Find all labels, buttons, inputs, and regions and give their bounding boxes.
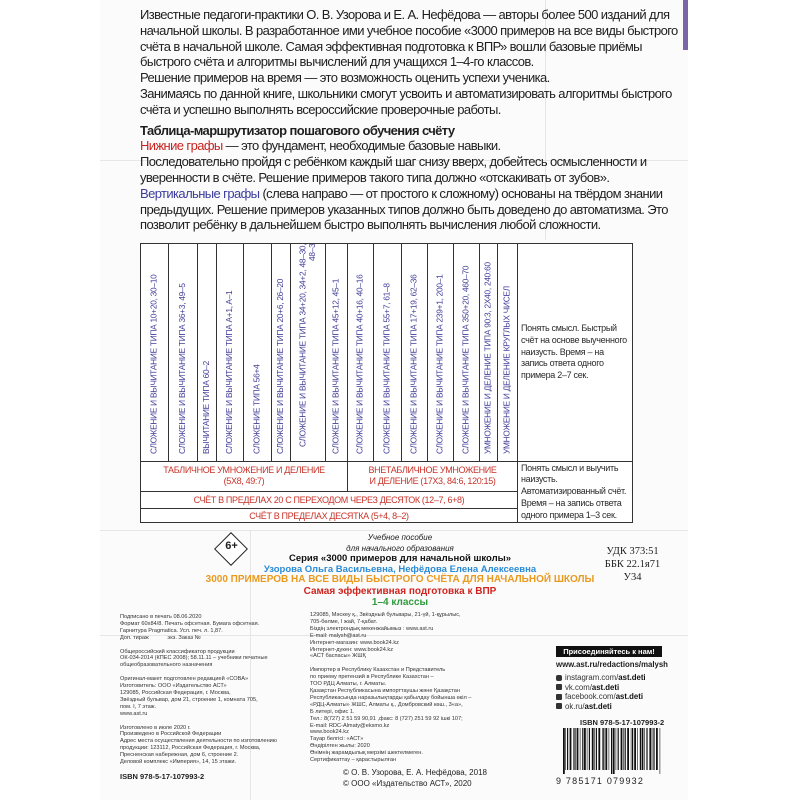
imprint-details-left: Подписано в печать 08.06.2020 Формат 60x84/8. Печать офсетная. Бумага офсетная. Гарнитура Pragmatica. Усл. печ. л. 1,87. Доп. тираж экз. Заказ № Общероссийский классификатор продукции ОК-034-2014 (КПЕС 2008); 58.11.11 – учебники печатные общеобразовательного назначения Оригинал-макет подготовлен редакцией «СОВА» Изготовитель: ООО «Издательство АСТ» 129085, Российская Федерация, г. Москва, Звёздный бульвар, дом 21, строение 1, комната 705, пом. I, 7 этаж. www.ast.ru Изготовлено в июле 2020 г. Произведено в Российской Федерации Адрес места осуществления деятельности по изготовлению продукции: 123112, Российская Федерация, г. Москва, Пресненская набережная, дом 6, строение 2. Деловой комплекс «Империя», 14, 15 этажи. [120, 614, 277, 766]
social-link-vk[interactable] [556, 683, 646, 693]
barcode-bar [592, 728, 594, 770]
lower-rows-text: — это фундамент, необходимые базовые навыки. [222, 138, 501, 154]
bbk-code: ББК 22.1я71 [604, 559, 661, 570]
barcode-bar [634, 728, 636, 770]
intro-paragraph: Решение примеров на время — это возможность оценить успехи ученика. [140, 70, 550, 86]
cell-extra-multiplication [348, 462, 517, 494]
row-count-20: СЧЁТ В ПРЕДЕЛАХ 20 С ПЕРЕХОДОМ ЧЕРЕЗ ДЕСЯТОК (12–7, 6+8) [141, 491, 518, 508]
table-column [291, 244, 326, 461]
barcode-bar [567, 728, 568, 770]
imprint-details-kz: 129085, Мәскеу қ., Звёздный бульвары, 21-үй, 1-құрылыс, 705-бөлме, I жай, 7-қабат. Біздің электрондық мекенжайымыз : www.ast.ru E-mail: malysh@ast.ru Интернет-магазин: www.book24.kz Интернет-дүкен: www.book24.kz «АСТ баспасы» ЖШҚ Импортер в Республику Казахстан и Представитель по приему претензий в Республике Казахстан – ТОО РДЦ Алматы, г. Алматы. Қазақстан Республикасына импорттаушы және Қазақстан Республикасында наразылықтарды қабылдау бойынша өкіл – «РДЦ-Алматы» ЖШС, Алматы қ., Домбровский көш., 3«а», Б литері, офис 1. Тел.: 8(727) 2 51 59 90,91 ,факс: 8 (727) 251 59 92 ішкі 107; E-mail: RDC-Almaty@eksmo.kz www.book24.kz Тауар белгісі: «АСТ» Өндірілген жылы: 2020 Өнімнің жарамдылық мерзімі шектелмеген. Сертификаттау – қарастырылған [310, 612, 472, 764]
instagram-icon [556, 675, 562, 681]
table-column [428, 244, 454, 461]
description-bottom [518, 461, 632, 522]
cell-text: ВНЕТАБЛИЧНОЕ УМНОЖЕНИЕ [368, 465, 497, 475]
classification-codes [595, 545, 670, 584]
udk-code: УДК 373:51 [606, 546, 659, 557]
table-column [141, 244, 169, 461]
social-link-facebook[interactable] [556, 692, 646, 702]
table-column [272, 244, 291, 461]
series-name: Серия «3000 примеров для начальной школы» [288, 553, 512, 564]
barcode-bar [646, 728, 647, 770]
barcode-bar [580, 728, 581, 770]
barcode-bar [640, 728, 641, 770]
barcode-bar [574, 728, 575, 770]
social-link-instagram[interactable] [556, 673, 646, 683]
book-type: Учебное пособие [367, 533, 433, 542]
steps-note: Последовательно пройдя с ребёнком каждый шаг снизу вверх, добейтесь осмысленности и уверенности в счёте. Решение примеров такого типа должно «отскакивать от зубов». [140, 154, 647, 185]
book-subtitle: Самая эффективная подготовка к ВПР [303, 585, 497, 597]
copyright-publisher: © ООО «Издательство АСТ», 2020 [343, 778, 472, 788]
cell-text: ТАБЛИЧНОЕ УМНОЖЕНИЕ И ДЕЛЕНИЕ [163, 465, 325, 475]
copyright-authors: © О. В. Узорова, Е. А. Нефёдова, 2018 [343, 768, 487, 777]
barcode-bar [577, 728, 579, 770]
column-label: СЛОЖЕНИЕ И ВЫЧИТАНИЕ ТИПА 40+16, 40–16 [354, 274, 365, 454]
book-title: 3000 ПРИМЕРОВ НА ВСЕ ВИДЫ БЫСТРОГО СЧЁТА ДЛЯ НАЧАЛЬНОЙ ШКОЛЫ [205, 574, 595, 585]
column-label: СЛОЖЕНИЕ И ВЫЧИТАНИЕ ТИПА 55+7, 61–8 [381, 283, 392, 454]
author-code: У34 [623, 572, 642, 583]
link-prefix: facebook.com/ [565, 692, 616, 701]
barcode-bar [573, 728, 574, 770]
isbn-left: ISBN 978-5-17-107993-2 [120, 772, 205, 781]
cell-text: (5X8, 49:7) [223, 476, 265, 486]
column-label: СЛОЖЕНИЕ И ВЫЧИТАНИЕ ТИПА 36+3, 49–5 [177, 283, 188, 454]
barcode-bar [623, 728, 624, 770]
cell-table-multiplication [141, 462, 348, 491]
barcode-bar [596, 728, 597, 770]
barcode-bar [642, 728, 644, 770]
column-label: СЛОЖЕНИЕ ТИПА 56+4 [251, 364, 262, 454]
table-column [498, 244, 518, 461]
social-links [556, 673, 646, 711]
grid-line [100, 530, 688, 531]
table-column [348, 244, 374, 461]
column-label: СЛОЖЕНИЕ И ВЫЧИТАНИЕ ТИПА 34+20, 34+2, 48–30, 48–3 [297, 244, 317, 448]
vertical-columns [141, 244, 518, 461]
vertical-columns-text: (слева направо — от простого к сложному) основаны на твёрдом знании предыдущих. Решение примеров указанных типов должно быть доведено до автоматизма. Это позволит ребёнку в дальнейшем быстро выполнять вычисления любой сложности. [140, 185, 668, 233]
barcode-isbn: ISBN 978-5-17-107993-2 [580, 718, 665, 727]
facebook-icon [556, 694, 562, 700]
table-column [454, 244, 480, 461]
link-handle: ast.deti [618, 673, 646, 682]
barcode-bar [613, 728, 615, 774]
link-handle: ast.deti [591, 682, 620, 692]
barcode-bar [627, 728, 629, 770]
description-text: Понять смысл и выучить наизусть. Автоматизированный счёт. Время – на запись ответа одного примера 1–3 сек. [521, 462, 627, 520]
row-multiplication [141, 461, 518, 491]
barcode-bar [618, 728, 619, 770]
barcode-bar [582, 728, 583, 770]
authors: Узорова Ольга Васильевна, Нефёдова Елена Алексеевна [263, 563, 537, 575]
barcode-bar [584, 728, 586, 770]
column-label: УМНОЖЕНИЕ И ДЕЛЕНИЕ ТИПА 90:3, 2X40, 240:60 [482, 262, 493, 454]
barcode-bar [609, 728, 610, 770]
column-label: СЛОЖЕНИЕ И ВЫЧИТАНИЕ ТИПА 17+19, 62–36 [408, 274, 419, 454]
barcode-bar [598, 728, 600, 770]
table-column [374, 244, 402, 461]
table-column [402, 244, 428, 461]
description-text: Понять смысл. Быстрый счёт на основе выученного наизусть. Время – на запись ответа одного примера 2–7 сек. [521, 323, 627, 381]
barcode-bar [589, 728, 590, 770]
barcode-bar [605, 728, 607, 770]
barcode-bar [621, 728, 623, 770]
barcode-bar [611, 728, 612, 774]
table-column [326, 244, 348, 461]
barcode-bar [565, 728, 566, 770]
barcode-bar [637, 728, 638, 770]
grades: 1–4 классы [371, 597, 429, 608]
table-column [480, 244, 498, 461]
barcode-bar [656, 728, 658, 770]
barcode-bar [631, 728, 632, 770]
column-label: СЛОЖЕНИЕ И ВЫЧИТАНИЕ ТИПА 239+1, 200–1 [434, 274, 445, 454]
barcode-bar [594, 728, 595, 770]
lower-rows-label: Нижние графы [140, 138, 223, 154]
link-prefix: instagram.com/ [565, 673, 619, 682]
barcode-bar [625, 728, 626, 770]
barcode-bar [602, 728, 603, 770]
barcode-digits: 9 785171 079932 [556, 776, 645, 786]
table-column [198, 244, 217, 461]
barcode-bar [587, 728, 588, 770]
description-top [518, 244, 632, 461]
column-label: СЛОЖЕНИЕ И ВЫЧИТАНИЕ ТИПА A+1, A–1 [224, 290, 235, 454]
table-heading: Таблица-маршрутизатор пошагового обучения счёту [140, 122, 455, 138]
cell-text: И ДЕЛЕНИЕ (17X3, 84:6, 120:15) [369, 476, 496, 486]
intro-paragraph: Известные педагоги-практики О. В. Узорова и Е. А. Нефёдова — авторы более 500 изданий для начальной школы. В разработанное ими учебное пособие «3000 примеров на все виды быстрого счёта в начальной школе. Самая эффективная подготовка к ВПР» вошли базовые приёмы быстрого счёта и алгоритмы вычислений для учащихся 1–4-го классов. [140, 7, 678, 70]
intro-paragraph: Занимаясь по данной книге, школьники смогут усвоить и автоматизировать алгоритмы быстрого счёта и успешно выполнять всероссийские проверочные работы. [140, 85, 672, 117]
intro-text [140, 7, 688, 233]
link-handle: ast.deti [615, 692, 644, 701]
row-count-10: СЧЁТ В ПРЕДЕЛАХ ДЕСЯТКА (5+4, 8–2) [141, 508, 518, 523]
imprint-title-block [200, 533, 600, 609]
link-prefix: vk.com/ [565, 682, 592, 692]
barcode-bar [570, 728, 572, 770]
copyright [343, 768, 487, 789]
barcode-bar [632, 728, 633, 770]
barcode-bar [652, 728, 653, 770]
vk-icon [556, 684, 562, 690]
learning-route-table [140, 243, 633, 523]
column-label: СЛОЖЕНИЕ И ВЫЧИТАНИЕ ТИПА 350+20, 460–70 [460, 265, 471, 454]
link-handle: ast.deti [584, 701, 612, 711]
barcode-bar [649, 728, 651, 770]
age-rating-text: 6+ [225, 540, 238, 552]
barcode [562, 728, 662, 774]
column-label: ВЫЧИТАНИЕ ТИПА 60–2 [201, 360, 212, 454]
publisher-link[interactable]: www.ast.ru/redactions/malysh [556, 660, 668, 669]
link-prefix: ok.ru/ [565, 701, 585, 711]
barcode-bar [603, 728, 604, 770]
table-column [217, 244, 244, 461]
join-us-banner: Присоединяйтесь к нам! [556, 646, 662, 657]
vertical-columns-label: Вертикальные графы [140, 185, 260, 201]
table-column [169, 244, 198, 461]
book-type-sub: для начального образования [346, 543, 454, 553]
ok-icon [556, 703, 562, 709]
column-label: СЛОЖЕНИЕ И ВЫЧИТАНИЕ ТИПА 20+6, 26–20 [275, 278, 286, 454]
lower-rows-note [140, 138, 688, 154]
barcode-bar [563, 728, 565, 774]
social-link-ok[interactable] [556, 702, 646, 712]
vertical-columns-note [140, 186, 688, 233]
barcode-bar [660, 728, 661, 774]
barcode-bar [644, 728, 645, 770]
table-column [244, 244, 272, 461]
column-label: СЛОЖЕНИЕ И ВЫЧИТАНИЕ ТИПА 10+20, 30–10 [148, 274, 159, 454]
column-label: УМНОЖЕНИЕ И ДЕЛЕНИЕ КРУГЛЫХ ЧИСЕЛ [501, 286, 512, 454]
column-label: СЛОЖЕНИЕ И ВЫЧИТАНИЕ ТИПА 45+12, 45–1 [330, 278, 341, 454]
barcode-bar [653, 728, 654, 770]
barcode-bar [616, 728, 617, 770]
